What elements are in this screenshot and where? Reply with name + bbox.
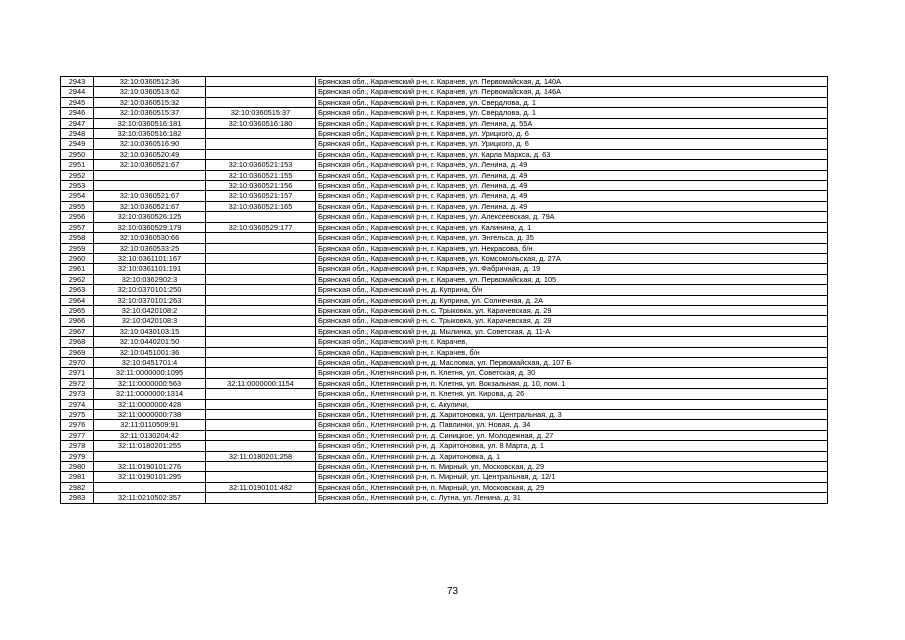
- table-row: [61, 149, 828, 159]
- row-number-cell: 2967: [61, 326, 94, 336]
- table-row: [61, 472, 828, 482]
- table-row: [61, 482, 828, 492]
- address-cell: Брянская обл., Клетнянский р-н, д. Синицкое, ул. Молодежная, д. 27: [316, 430, 828, 440]
- table-row: [61, 399, 828, 409]
- table-row: [61, 326, 828, 336]
- cadastral-number-cell: 32:10:0360521:67: [94, 160, 206, 170]
- row-number-cell: 2959: [61, 243, 94, 253]
- cadastral-number-cell: 32:10:0362902:3: [94, 274, 206, 284]
- cadastral-number-cell: 32:10:0360516:182: [94, 129, 206, 139]
- related-cadastral-number-cell: [206, 399, 316, 409]
- cadastral-number-cell: 32:10:0420108:2: [94, 305, 206, 315]
- address-cell: Брянская обл., Карачевский р-н, д. Масловка, ул. Первомайская, д. 107 Б: [316, 357, 828, 367]
- address-cell: Брянская обл., Карачевский р-н, с. Трыковка, ул. Карачевская, д. 29: [316, 305, 828, 315]
- related-cadastral-number-cell: [206, 264, 316, 274]
- cadastral-number-cell: 32:10:0361101:167: [94, 253, 206, 263]
- related-cadastral-number-cell: [206, 129, 316, 139]
- address-cell: Брянская обл., Клетнянский р-н, п. Мирный, ул. Центральная, д. 12/1: [316, 472, 828, 482]
- cadastral-number-cell: 32:10:0360526:125: [94, 212, 206, 222]
- address-cell: Брянская обл., Карачевский р-н, г. Карачев, ул. Свердлова, д. 1: [316, 97, 828, 107]
- row-number-cell: 2971: [61, 368, 94, 378]
- table-row: [61, 118, 828, 128]
- table-row: [61, 243, 828, 253]
- related-cadastral-number-cell: [206, 295, 316, 305]
- related-cadastral-number-cell: 32:10:0360521:153: [206, 160, 316, 170]
- address-cell: Брянская обл., Карачевский р-н, д. Куприна, б/н: [316, 285, 828, 295]
- address-cell: Брянская обл., Карачевский р-н, г. Карачев, б/н: [316, 347, 828, 357]
- related-cadastral-number-cell: [206, 441, 316, 451]
- row-number-cell: 2950: [61, 149, 94, 159]
- related-cadastral-number-cell: 32:11:0180201:258: [206, 451, 316, 461]
- related-cadastral-number-cell: [206, 326, 316, 336]
- address-cell: Брянская обл., Карачевский р-н, д. Мылинка, ул. Советская, д. 11-А: [316, 326, 828, 336]
- table-row: [61, 129, 828, 139]
- cadastral-number-cell: 32:10:0360516:181: [94, 118, 206, 128]
- related-cadastral-number-cell: [206, 285, 316, 295]
- address-cell: Брянская обл., Карачевский р-н, д. Куприна, ул. Солнечная, д. 2А: [316, 295, 828, 305]
- related-cadastral-number-cell: [206, 77, 316, 87]
- row-number-cell: 2976: [61, 420, 94, 430]
- table-row: [61, 222, 828, 232]
- cadastral-number-cell: 32:10:0360521:67: [94, 191, 206, 201]
- cadastral-number-cell: 32:10:0360516:90: [94, 139, 206, 149]
- table-row: [61, 139, 828, 149]
- row-number-cell: 2949: [61, 139, 94, 149]
- address-cell: Брянская обл., Карачевский р-н, г. Карачев, ул. Комсомольская, д. 27А: [316, 253, 828, 263]
- row-number-cell: 2956: [61, 212, 94, 222]
- related-cadastral-number-cell: [206, 253, 316, 263]
- related-cadastral-number-cell: [206, 462, 316, 472]
- address-cell: Брянская обл., Клетнянский р-н, п. Клетня, ул. Вокзальная, д. 10, пом. 1: [316, 378, 828, 388]
- related-cadastral-number-cell: [206, 305, 316, 315]
- related-cadastral-number-cell: [206, 357, 316, 367]
- row-number-cell: 2973: [61, 389, 94, 399]
- row-number-cell: 2983: [61, 493, 94, 503]
- cadastral-number-cell: 32:10:0360513:62: [94, 87, 206, 97]
- cadastral-number-cell: 32:10:0370101:263: [94, 295, 206, 305]
- cadastral-number-cell: 32:10:0360530:66: [94, 233, 206, 243]
- address-cell: Брянская обл., Клетнянский р-н, п. Клетня, ул. Кирова, д. 26: [316, 389, 828, 399]
- row-number-cell: 2955: [61, 201, 94, 211]
- table-row: [61, 305, 828, 315]
- table-row: [61, 253, 828, 263]
- table-row: [61, 285, 828, 295]
- row-number-cell: 2972: [61, 378, 94, 388]
- address-cell: Брянская обл., Карачевский р-н, г. Карачев, ул. Фабричная, д. 19: [316, 264, 828, 274]
- related-cadastral-number-cell: [206, 316, 316, 326]
- page-number: 73: [446, 586, 459, 597]
- related-cadastral-number-cell: [206, 233, 316, 243]
- table-row: [61, 389, 828, 399]
- cadastral-number-cell: 32:10:0360520:49: [94, 149, 206, 159]
- cadastral-number-cell: 32:11:0180201:255: [94, 441, 206, 451]
- related-cadastral-number-cell: [206, 472, 316, 482]
- row-number-cell: 2957: [61, 222, 94, 232]
- row-number-cell: 2943: [61, 77, 94, 87]
- related-cadastral-number-cell: [206, 368, 316, 378]
- row-number-cell: 2979: [61, 451, 94, 461]
- cadastral-number-cell: 32:10:0360533:25: [94, 243, 206, 253]
- related-cadastral-number-cell: 32:10:0360516:180: [206, 118, 316, 128]
- address-cell: Брянская обл., Клетнянский р-н, п. Клетня, ул. Советская, д. 30: [316, 368, 828, 378]
- row-number-cell: 2946: [61, 108, 94, 118]
- table-row: [61, 493, 828, 503]
- table-row: [61, 212, 828, 222]
- row-number-cell: 2965: [61, 305, 94, 315]
- related-cadastral-number-cell: 32:10:0360521:155: [206, 170, 316, 180]
- cadastral-number-cell: [94, 181, 206, 191]
- cadastral-number-cell: 32:11:0000000:563: [94, 378, 206, 388]
- table-row: [61, 233, 828, 243]
- cadastral-number-cell: [94, 451, 206, 461]
- related-cadastral-number-cell: 32:11:0000000:1154: [206, 378, 316, 388]
- table-row: [61, 191, 828, 201]
- table-row: [61, 97, 828, 107]
- row-number-cell: 2960: [61, 253, 94, 263]
- cadastral-number-cell: 32:11:0000000:1314: [94, 389, 206, 399]
- table-row: [61, 410, 828, 420]
- address-cell: Брянская обл., Карачевский р-н, г. Карачев, ул. Урицкого, д. 6: [316, 139, 828, 149]
- related-cadastral-number-cell: 32:10:0360521:156: [206, 181, 316, 191]
- address-cell: Брянская обл., Карачевский р-н, г. Карачев, ул. Калинина, д. 1: [316, 222, 828, 232]
- address-cell: Брянская обл., Карачевский р-н, г. Карачев, ул. Ленина, д. 49: [316, 181, 828, 191]
- row-number-cell: 2982: [61, 482, 94, 492]
- row-number-cell: 2953: [61, 181, 94, 191]
- table-row: [61, 420, 828, 430]
- table-row: [61, 451, 828, 461]
- table-row: [61, 77, 828, 87]
- table-row: [61, 201, 828, 211]
- row-number-cell: 2958: [61, 233, 94, 243]
- related-cadastral-number-cell: [206, 493, 316, 503]
- address-cell: Брянская обл., Карачевский р-н, г. Карачев, ул. Ленина, д. 49: [316, 191, 828, 201]
- property-register-table: [60, 76, 828, 504]
- related-cadastral-number-cell: [206, 337, 316, 347]
- cadastral-number-cell: 32:10:0360521:67: [94, 201, 206, 211]
- address-cell: Брянская обл., Клетнянский р-н, с. Акуличи,: [316, 399, 828, 409]
- address-cell: Брянская обл., Карачевский р-н, г. Карачев, ул. Первомайская, д. 146А: [316, 87, 828, 97]
- row-number-cell: 2969: [61, 347, 94, 357]
- row-number-cell: 2966: [61, 316, 94, 326]
- table-row: [61, 357, 828, 367]
- related-cadastral-number-cell: [206, 243, 316, 253]
- table-row: [61, 337, 828, 347]
- table-row: [61, 441, 828, 451]
- related-cadastral-number-cell: [206, 430, 316, 440]
- table-row: [61, 274, 828, 284]
- cadastral-number-cell: [94, 170, 206, 180]
- address-cell: Брянская обл., Клетнянский р-н, п. Мирный, ул. Московская, д. 29: [316, 482, 828, 492]
- related-cadastral-number-cell: 32:10:0360515:37: [206, 108, 316, 118]
- table-row: [61, 462, 828, 472]
- cadastral-number-cell: 32:10:0361101:191: [94, 264, 206, 274]
- address-cell: Брянская обл., Карачевский р-н, г. Карачев, ул. Свердлова, д. 1: [316, 108, 828, 118]
- address-cell: Брянская обл., Карачевский р-н, г. Карачев, ул. Некрасова, б/н: [316, 243, 828, 253]
- cadastral-number-cell: 32:10:0360512:36: [94, 77, 206, 87]
- address-cell: Брянская обл., Карачевский р-н, г. Карачев,: [316, 337, 828, 347]
- table-row: [61, 347, 828, 357]
- address-cell: Брянская обл., Карачевский р-н, г. Карачев, ул. Алексеевская, д. 79А: [316, 212, 828, 222]
- row-number-cell: 2951: [61, 160, 94, 170]
- cadastral-number-cell: 32:10:0360529:179: [94, 222, 206, 232]
- related-cadastral-number-cell: [206, 420, 316, 430]
- address-cell: Брянская обл., Карачевский р-н, г. Карачев, ул. Карла Маркса, д. 63: [316, 149, 828, 159]
- cadastral-number-cell: 32:10:0451701:4: [94, 357, 206, 367]
- address-cell: Брянская обл., Клетнянский р-н, с. Лутна, ул. Ленина, д. 31: [316, 493, 828, 503]
- row-number-cell: 2961: [61, 264, 94, 274]
- cadastral-number-cell: 32:10:0360515:32: [94, 97, 206, 107]
- table-row: [61, 87, 828, 97]
- row-number-cell: 2981: [61, 472, 94, 482]
- cadastral-number-cell: 32:10:0360515:37: [94, 108, 206, 118]
- table-row: [61, 295, 828, 305]
- row-number-cell: 2975: [61, 410, 94, 420]
- row-number-cell: 2962: [61, 274, 94, 284]
- cadastral-number-cell: 32:10:0370101:250: [94, 285, 206, 295]
- cadastral-number-cell: 32:11:0000000:738: [94, 410, 206, 420]
- address-cell: Брянская обл., Карачевский р-н, г. Карачев, ул. Урицкого, д. 6: [316, 129, 828, 139]
- row-number-cell: 2947: [61, 118, 94, 128]
- table-row: [61, 430, 828, 440]
- related-cadastral-number-cell: [206, 347, 316, 357]
- cadastral-number-cell: 32:11:0110509:91: [94, 420, 206, 430]
- related-cadastral-number-cell: [206, 87, 316, 97]
- row-number-cell: 2944: [61, 87, 94, 97]
- table-row: [61, 160, 828, 170]
- related-cadastral-number-cell: [206, 149, 316, 159]
- row-number-cell: 2980: [61, 462, 94, 472]
- related-cadastral-number-cell: [206, 389, 316, 399]
- address-cell: Брянская обл., Клетнянский р-н, п. Мирный, ул. Московская, д. 29: [316, 462, 828, 472]
- row-number-cell: 2977: [61, 430, 94, 440]
- address-cell: Брянская обл., Карачевский р-н, г. Карачев, ул. Ленина, д. 55А: [316, 118, 828, 128]
- cadastral-number-cell: 32:10:0440201:50: [94, 337, 206, 347]
- row-number-cell: 2963: [61, 285, 94, 295]
- related-cadastral-number-cell: [206, 139, 316, 149]
- table-row: [61, 170, 828, 180]
- table-row: [61, 264, 828, 274]
- related-cadastral-number-cell: 32:11:0190101:482: [206, 482, 316, 492]
- row-number-cell: 2952: [61, 170, 94, 180]
- related-cadastral-number-cell: 32:10:0360529:177: [206, 222, 316, 232]
- table-row: [61, 368, 828, 378]
- address-cell: Брянская обл., Клетнянский р-н, д. Харитоновка, ул. Центральная, д. 3: [316, 410, 828, 420]
- cadastral-number-cell: 32:11:0000000:1095: [94, 368, 206, 378]
- cadastral-number-cell: 32:11:0000000:428: [94, 399, 206, 409]
- address-cell: Брянская обл., Клетнянский р-н, д. Харитоновка, д. 1: [316, 451, 828, 461]
- cadastral-number-cell: [94, 482, 206, 492]
- address-cell: Брянская обл., Карачевский р-н, г. Карачев, ул. Ленина, д. 49: [316, 160, 828, 170]
- address-cell: Брянская обл., Карачевский р-н, г. Карачев, ул. Первомайская, д. 140А: [316, 77, 828, 87]
- row-number-cell: 2968: [61, 337, 94, 347]
- related-cadastral-number-cell: [206, 212, 316, 222]
- address-cell: Брянская обл., Карачевский р-н, с. Трыковка, ул. Карачевская, д. 29: [316, 316, 828, 326]
- row-number-cell: 2978: [61, 441, 94, 451]
- row-number-cell: 2964: [61, 295, 94, 305]
- row-number-cell: 2945: [61, 97, 94, 107]
- address-cell: Брянская обл., Клетнянский р-н, д. Харитоновка, ул. 8 Марта, д. 1: [316, 441, 828, 451]
- row-number-cell: 2974: [61, 399, 94, 409]
- table-row: [61, 378, 828, 388]
- table-row: [61, 108, 828, 118]
- row-number-cell: 2948: [61, 129, 94, 139]
- cadastral-number-cell: 32:10:0430103:15: [94, 326, 206, 336]
- cadastral-number-cell: 32:11:0130204:42: [94, 430, 206, 440]
- row-number-cell: 2970: [61, 357, 94, 367]
- cadastral-number-cell: 32:10:0420108:3: [94, 316, 206, 326]
- address-cell: Брянская обл., Клетнянский р-н, д. Павлинки, ул. Новая, д. 34: [316, 420, 828, 430]
- cadastral-number-cell: 32:10:0451001:36: [94, 347, 206, 357]
- address-cell: Брянская обл., Карачевский р-н, г. Карачев, ул. Энгельса, д. 35: [316, 233, 828, 243]
- cadastral-number-cell: 32:11:0190101:276: [94, 462, 206, 472]
- table-row: [61, 316, 828, 326]
- address-cell: Брянская обл., Карачевский р-н, г. Карачев, ул. Первомайская, д. 105: [316, 274, 828, 284]
- table-body: [61, 77, 828, 504]
- related-cadastral-number-cell: 32:10:0360521:157: [206, 191, 316, 201]
- address-cell: Брянская обл., Карачевский р-н, г. Карачев, ул. Ленина, д. 49: [316, 201, 828, 211]
- related-cadastral-number-cell: [206, 274, 316, 284]
- related-cadastral-number-cell: [206, 410, 316, 420]
- related-cadastral-number-cell: 32:10:0360521:165: [206, 201, 316, 211]
- row-number-cell: 2954: [61, 191, 94, 201]
- cadastral-number-cell: 32:11:0210502:357: [94, 493, 206, 503]
- related-cadastral-number-cell: [206, 97, 316, 107]
- table-row: [61, 181, 828, 191]
- cadastral-number-cell: 32:11:0190101:295: [94, 472, 206, 482]
- address-cell: Брянская обл., Карачевский р-н, г. Карачев, ул. Ленина, д. 49: [316, 170, 828, 180]
